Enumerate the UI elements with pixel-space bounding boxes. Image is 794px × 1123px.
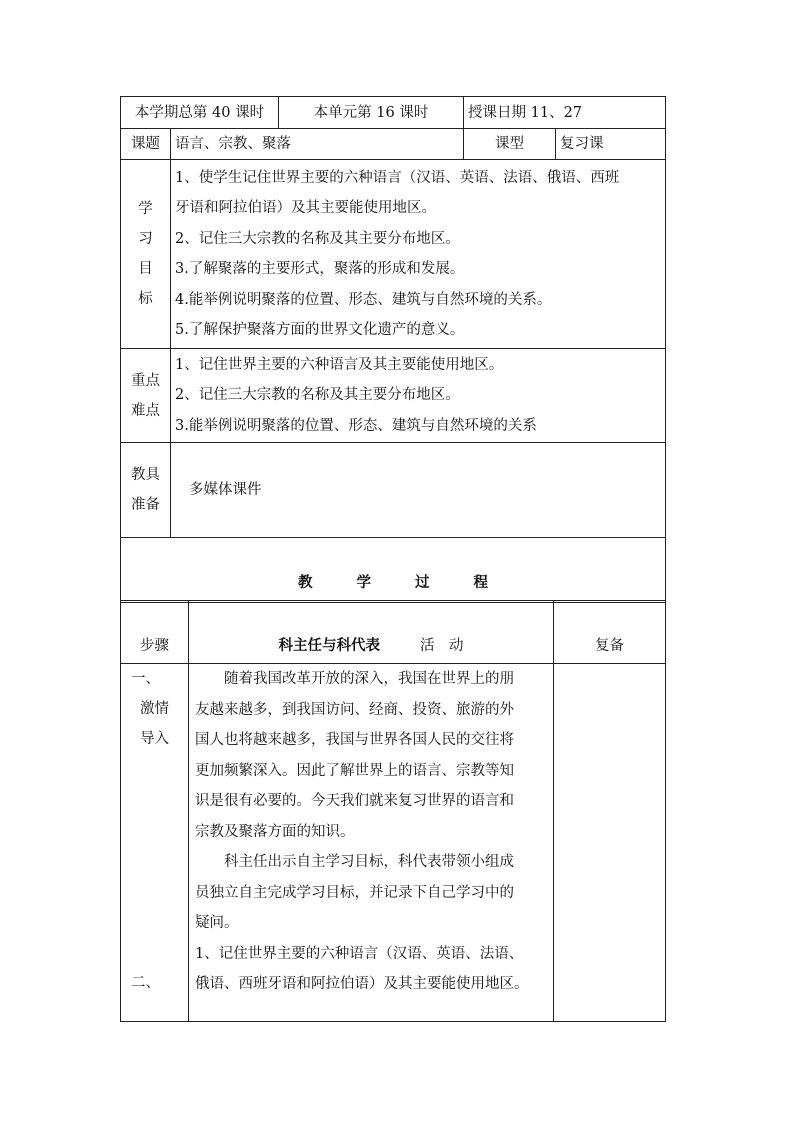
objective-line: 2、记住三大宗教的名称及其主要分布地区。 (175, 230, 460, 247)
objective-line: 3.了解聚落的主要形式，聚落的形成和发展。 (175, 261, 465, 277)
objective-line: 1、使学生记住世界主要的六种语言（汉语、英语、法语、俄语、西班 (175, 169, 620, 186)
activity-line: 识是很有必要的。今天我们就来复习世界的语言和 (195, 793, 514, 809)
activity-line: 俄语、西班牙语和阿拉伯语）及其主要能使用地区。 (195, 976, 529, 992)
step-1-label-a: 激情 (140, 701, 169, 717)
step-1-label-b: 导入 (140, 731, 169, 747)
process-table (120, 600, 666, 1022)
activity-line: 随着我国改革开放的深入，我国在世界上的朋 (224, 671, 514, 687)
activity-column-header: 科主任与科代表 活 动 (189, 601, 554, 664)
activity-line: 国人也将越来越多，我国与世界各国人民的交往将 (195, 732, 514, 748)
activity-cell (189, 664, 554, 1022)
key-points-content (171, 349, 666, 443)
activity-line: 科主任出示自主学习目标，科代表带领小组成 (224, 854, 514, 870)
topic-value: 语言、宗教、聚落 (171, 129, 464, 160)
equipment-value: 多媒体课件 (171, 443, 666, 538)
lesson-type-label: 课型 (464, 129, 556, 160)
key-points-label: 重点 难点 (121, 349, 171, 443)
activity-line: 员独立自主完成学习目标，并记录下自己学习中的 (195, 884, 514, 901)
key-point-line: 2、记住三大宗教的名称及其主要分布地区。 (175, 387, 460, 404)
notes-column-header: 复备 (554, 601, 666, 664)
step-2-number: 二、 (131, 975, 160, 991)
notes-cell (554, 664, 666, 1022)
activity-line: 疑问。 (195, 915, 239, 931)
objective-line: 4.能举例说明聚落的位置、形态、建筑与自然环境的关系。 (175, 291, 552, 308)
activity-line: 宗教及聚落方面的知识。 (195, 823, 355, 840)
activity-line: 1、记住世界主要的六种语言（汉语、英语、法语、 (195, 945, 524, 962)
objective-line: 牙语和阿拉伯语）及其主要能使用地区。 (175, 200, 436, 216)
key-point-line: 3.能举例说明聚落的位置、形态、建筑与自然环境的关系 (175, 417, 537, 434)
topic-label: 课题 (121, 129, 171, 160)
objectives-content (171, 160, 666, 349)
step-1-number: 一、 (131, 671, 160, 687)
lesson-type-value: 复习课 (556, 129, 666, 160)
process-title: 教 学 过 程 (121, 538, 666, 603)
activity-line: 更加频繁深入。因此了解世界上的语言、宗教等知 (195, 762, 514, 779)
activity-line: 友越来越多，到我国访问、经商、投资、旅游的外 (195, 701, 514, 718)
step-column-header: 步骤 (121, 601, 189, 664)
equipment-label: 教具 准备 (121, 443, 171, 538)
unit-lesson-cell: 本单元第 16 课时 (279, 97, 464, 129)
steps-cell (121, 664, 189, 1022)
key-point-line: 1、记住世界主要的六种语言及其主要能使用地区。 (175, 356, 504, 373)
lesson-plan-table (120, 96, 666, 603)
objectives-label: 学 习 目 标 (121, 160, 171, 349)
total-lesson-cell: 本学期总第 40 课时 (121, 97, 279, 129)
objective-line: 5.了解保护聚落方面的世界文化遗产的意义。 (175, 322, 465, 338)
date-cell: 授课日期 11、27 (464, 97, 666, 129)
